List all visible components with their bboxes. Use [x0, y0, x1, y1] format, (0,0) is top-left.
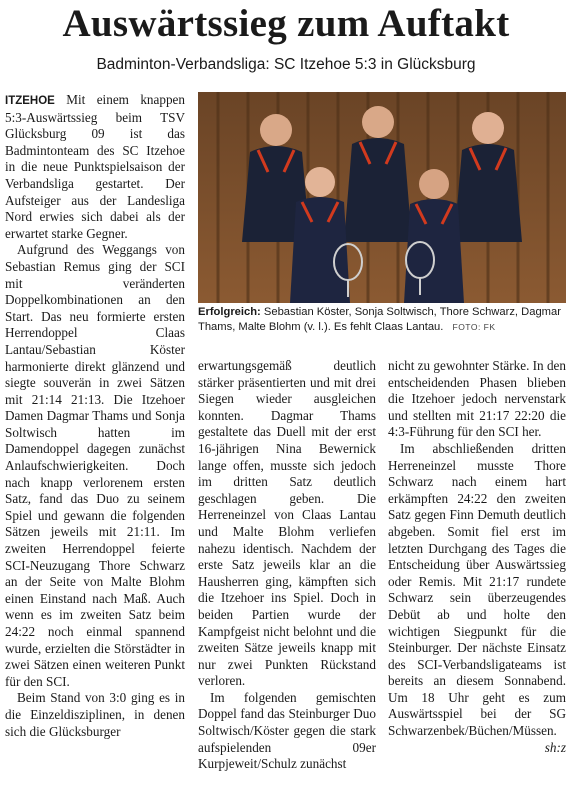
photo-caption [198, 305, 566, 334]
subheadline: Badminton-Verbandsliga: SC Itzehoe 5:3 in Glücksburg [96, 56, 476, 73]
paragraph: Beim Stand von 3:0 ging es in die Einzeldisziplinen, in denen sich die Glücksburger [5, 690, 185, 739]
paragraph: nicht zu gewohnter Stärke. In den entscheidenden Phasen blieben die Itzehoer jedoch nervenstark und stellten mit 21:17 22:20 die 4:3-Führung für den SCI her. [388, 358, 566, 440]
caption-text: Sebastian Köster, Sonja Soltwisch, Thore Schwarz, Dagmar Thams, Malte Blohm (v. l.). Es fehlt Claas Lantau. [198, 306, 561, 333]
paragraph: Im abschließenden dritten Herreneinzel musste Thore Schwarz nach einem hart erkämpften 24:22 den zweiten Satz gegen Finn Demuth deutlich abgeben. Somit fiel erst im letzten Durchgang des Tages die Entscheidung über Auswärtssieg oder Remis. Mit 21:17 rundete Schwarz sein überzeugendes Debüt ab und holte den wichtigen Siegpunkt für die Steinburger. Der nächste Einsatz des SCI-Verbandsligateams ist bereits an diesem Sonnabend. Um 18 Uhr geht es zum Auswärtsspiel bei der SG Schwarzenbek/Büchen/Müssen. [388, 440, 566, 739]
caption-lead: Erfolgreich: [198, 306, 261, 318]
column-1 [5, 92, 185, 740]
photo-credit: FOTO: FK [452, 321, 496, 332]
paragraph: Aufgrund des Weggangs von Sebastian Remus ging der SCI mit veränderten Doppelkombinationen an den Start. Das neu formierte ersten Herrendoppel Claas Lantau/Sebastian Köster harmonierte direkt glänzend und siegte souverän in zwei Sätzen mit 21:14 21:13. Die Itzehoer Damen Dagmar Thams und Sonja Soltwisch hatten im Damendoppel dagegen zunächst Anlaufschwierigkeiten. Doch nach knapp verlorenem ersten Satz, fand das Duo zu seinem Spiel und gewann die folgenden Sätzen jeweils mit 21:11. Im zweiten Herrendoppel feierte SCI-Neuzugang Thore Schwarz an der Seite von Malte Blohm einen Einstand nach Maß. Auch wenn es im zweiten Satz beim 24:22 noch einmal spannend wurde, erzielten die Störstädter in zwei Sätzen einen weiteren Punkt für den SCI. [5, 242, 185, 689]
dateline: ITZEHOE [5, 95, 55, 107]
paragraph: erwartungsgemäß deutlich stärker präsentierten und mit drei Siegen wieder ausgleichen konnten. Dagmar Thams gestaltete das Duell mit der erst 16-jährigen Nina Bewernick lange offen, musste sich jedoch im dritten Satz deutlich geschlagen geben. Die Herreneinzel von Claas Lantau und Malte Blohm verliefen nahezu identisch. Nachdem der erste Satz jeweils klar an die Hausherren ging, kämpften sich die Itzehoer ins Spiel. Doch in beiden Partien wurde der Kampfgeist nicht belohnt und die zweiten Sätze jeweils knapp mit nur zwei Punkten Rückstand verloren. [198, 358, 376, 689]
paragraph-text: Mit einem knappen 5:3-Auswärtssieg beim TSV Glücksburg 09 ist das Badmintonteam des SC Itzehoe in die neue Punktspielsaison der Verbandsliga gestartet. Der Aufsteiger aus der Landesliga Nord erwies sich dabei als der erwartet starke Gegner. [5, 92, 186, 241]
team-photo-illustration [198, 92, 566, 303]
author-signature: sh:z [544, 739, 566, 755]
headline: Auswärtssieg zum Auftakt [62, 2, 510, 45]
column-3 [388, 358, 566, 756]
paragraph [5, 92, 185, 242]
column-2 [198, 358, 376, 773]
team-photo [198, 92, 566, 303]
paragraph: Im folgenden gemischten Doppel fand das Steinburger Duo Soltwisch/Köster gegen die stark aufspielenden 09er Kurpjeweit/Schulz zunächst [198, 689, 376, 772]
